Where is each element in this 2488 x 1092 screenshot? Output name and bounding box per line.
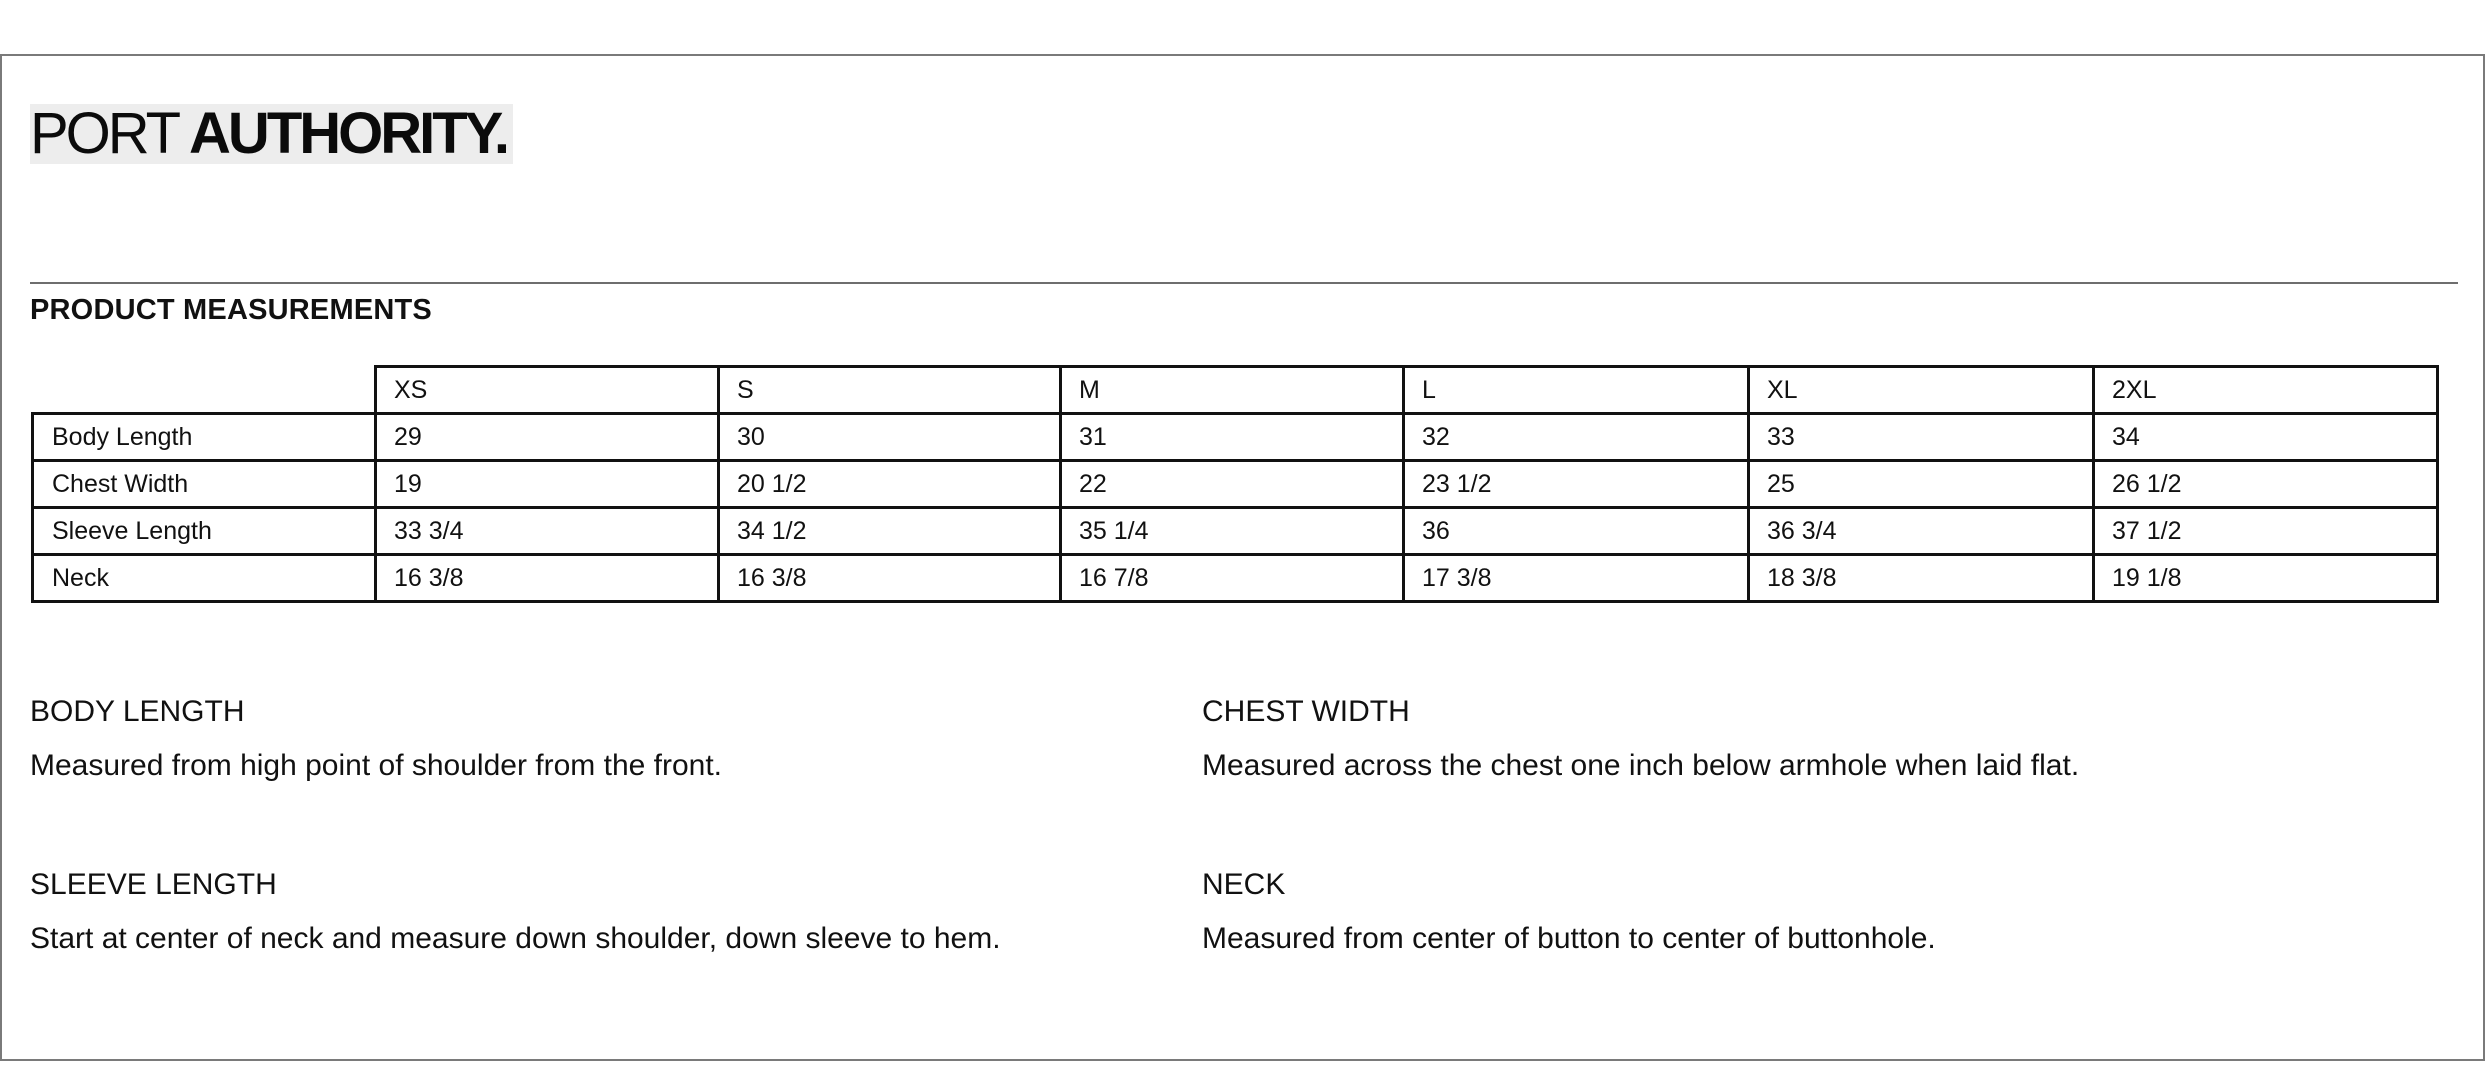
table-cell: 36 3/4 (1749, 508, 2094, 555)
column-header-l: L (1404, 367, 1749, 414)
row-label-sleeve-length: Sleeve Length (33, 508, 376, 555)
table-cell: 26 1/2 (2094, 461, 2438, 508)
table-cell: 35 1/4 (1061, 508, 1404, 555)
body-length-text: Measured from high point of shoulder from the front. (30, 749, 723, 782)
table-row (33, 414, 2438, 461)
table-cell: 18 3/8 (1749, 555, 2094, 602)
table-cell: 33 3/4 (376, 508, 719, 555)
row-label-body-length: Body Length (33, 414, 376, 461)
column-header-xl: XL (1749, 367, 2094, 414)
table-cell: 16 3/8 (719, 555, 1061, 602)
header-divider (30, 282, 2458, 284)
row-label-chest-width: Chest Width (33, 461, 376, 508)
brand-logo (30, 101, 513, 166)
table-cell: 32 (1404, 414, 1749, 461)
table-corner-cell (33, 367, 376, 414)
neck-heading: NECK (1202, 868, 1286, 901)
table-cell: 25 (1749, 461, 2094, 508)
sleeve-length-text: Start at center of neck and measure down shoulder, down sleeve to hem. (30, 922, 1001, 955)
table-cell: 23 1/2 (1404, 461, 1749, 508)
sleeve-length-description (30, 867, 1001, 957)
column-header-2xl: 2XL (2094, 367, 2438, 414)
column-header-s: S (719, 367, 1061, 414)
chest-width-text: Measured across the chest one inch below armhole when laid flat. (1202, 749, 2080, 782)
row-label-neck: Neck (33, 555, 376, 602)
table-row (33, 555, 2438, 602)
neck-text: Measured from center of button to center of buttonhole. (1202, 922, 1936, 955)
table-cell: 33 (1749, 414, 2094, 461)
size-chart-table (31, 365, 2439, 603)
body-length-description (30, 694, 722, 784)
sleeve-length-heading: SLEEVE LENGTH (30, 868, 277, 901)
table-header-row (33, 367, 2438, 414)
table-cell: 22 (1061, 461, 1404, 508)
table-cell: 30 (719, 414, 1061, 461)
chest-width-heading: CHEST WIDTH (1202, 695, 1410, 728)
table-row (33, 508, 2438, 555)
table-row (33, 461, 2438, 508)
table-cell: 17 3/8 (1404, 555, 1749, 602)
table-cell: 20 1/2 (719, 461, 1061, 508)
table-cell: 34 1/2 (719, 508, 1061, 555)
logo-word-port: PORT (30, 101, 179, 166)
chest-width-description (1202, 694, 2079, 784)
section-title: PRODUCT MEASUREMENTS (30, 294, 432, 326)
table-cell: 37 1/2 (2094, 508, 2438, 555)
table-cell: 19 (376, 461, 719, 508)
logo-word-authority: AUTHORITY. (189, 101, 508, 166)
table-cell: 31 (1061, 414, 1404, 461)
table-cell: 29 (376, 414, 719, 461)
table-cell: 36 (1404, 508, 1749, 555)
table-cell: 16 7/8 (1061, 555, 1404, 602)
table-cell: 34 (2094, 414, 2438, 461)
column-header-m: M (1061, 367, 1404, 414)
body-length-heading: BODY LENGTH (30, 695, 245, 728)
table-cell: 19 1/8 (2094, 555, 2438, 602)
table-cell: 16 3/8 (376, 555, 719, 602)
neck-description (1202, 867, 1936, 957)
column-header-xs: XS (376, 367, 719, 414)
